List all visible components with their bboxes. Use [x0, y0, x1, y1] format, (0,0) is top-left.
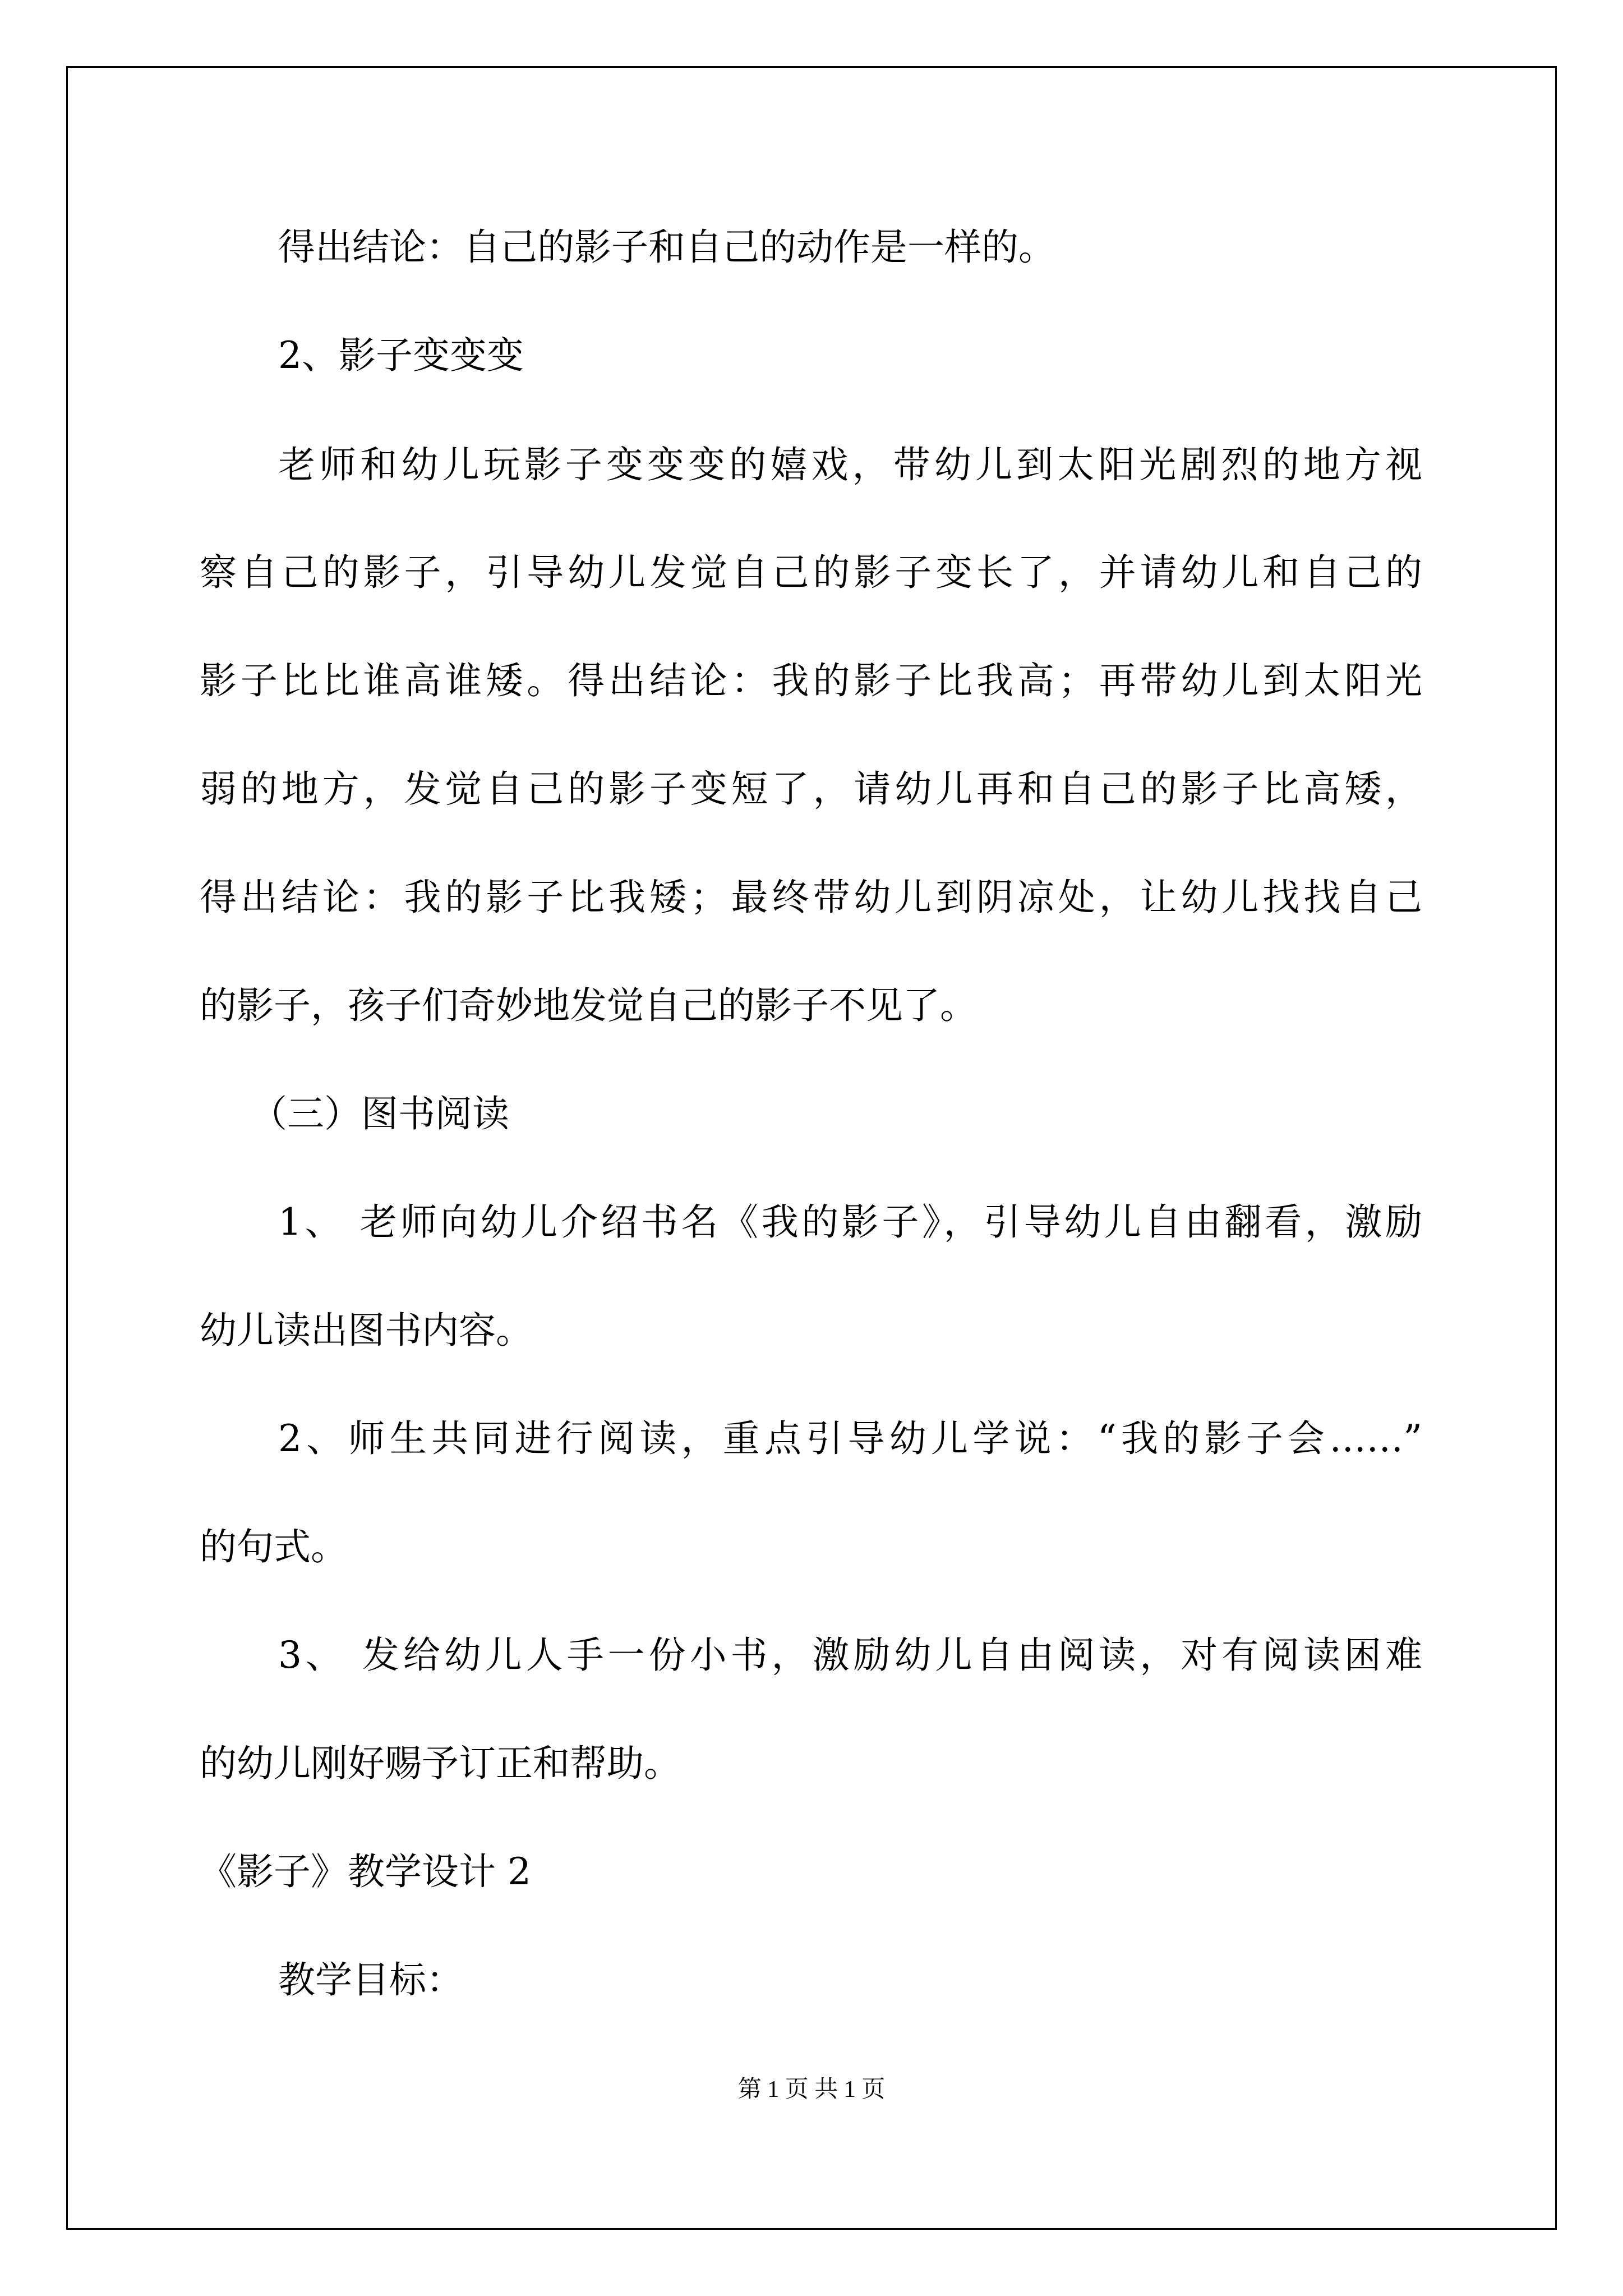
- paragraph-line: 3、 发给幼儿人手一份小书，激励幼儿自由阅读，对有阅读困难: [278, 1634, 1422, 1677]
- paragraph-line: 幼儿读出图书内容。: [200, 1309, 533, 1352]
- section-heading: 2、影子变变变: [278, 334, 524, 377]
- paragraph-line: 察自己的影子，引导幼儿发觉自己的影子变长了，并请幼儿和自己的: [200, 551, 1422, 594]
- document-title: 《影子》教学设计 2: [200, 1850, 531, 1893]
- section-heading: （三）图书阅读: [250, 1092, 509, 1135]
- page-footer: 第 1 页 共 1 页: [737, 2077, 886, 2102]
- paragraph-line: 弱的地方，发觉自己的影子变短了，请幼儿再和自己的影子比高矮，: [200, 767, 1422, 811]
- page-border: [66, 66, 1557, 2230]
- paragraph-line: 的幼儿刚好赐予订正和帮助。: [200, 1742, 681, 1785]
- paragraph-line: 的句式。: [200, 1525, 348, 1568]
- paragraph-line: 的影子，孩子们奇妙地发觉自己的影子不见了。: [200, 984, 977, 1027]
- section-heading: 教学目标：: [278, 1958, 463, 2001]
- paragraph-line: 2、师生共同进行阅读，重点引导幼儿学说：“我的影子会……”: [278, 1417, 1422, 1460]
- paragraph-line: 1、 老师向幼儿介绍书名《我的影子》，引导幼儿自由翻看，激励: [278, 1200, 1422, 1244]
- paragraph-line: 老师和幼儿玩影子变变变的嬉戏，带幼儿到太阳光剧烈的地方视: [278, 443, 1422, 486]
- paragraph-line: 影子比比谁高谁矮。得出结论：我的影子比我高；再带幼儿到太阳光: [200, 659, 1422, 702]
- paragraph-line: 得出结论：自己的影子和自己的动作是一样的。: [278, 226, 1055, 269]
- paragraph-line: 得出结论：我的影子比我矮；最终带幼儿到阴凉处，让幼儿找找自己: [200, 876, 1422, 919]
